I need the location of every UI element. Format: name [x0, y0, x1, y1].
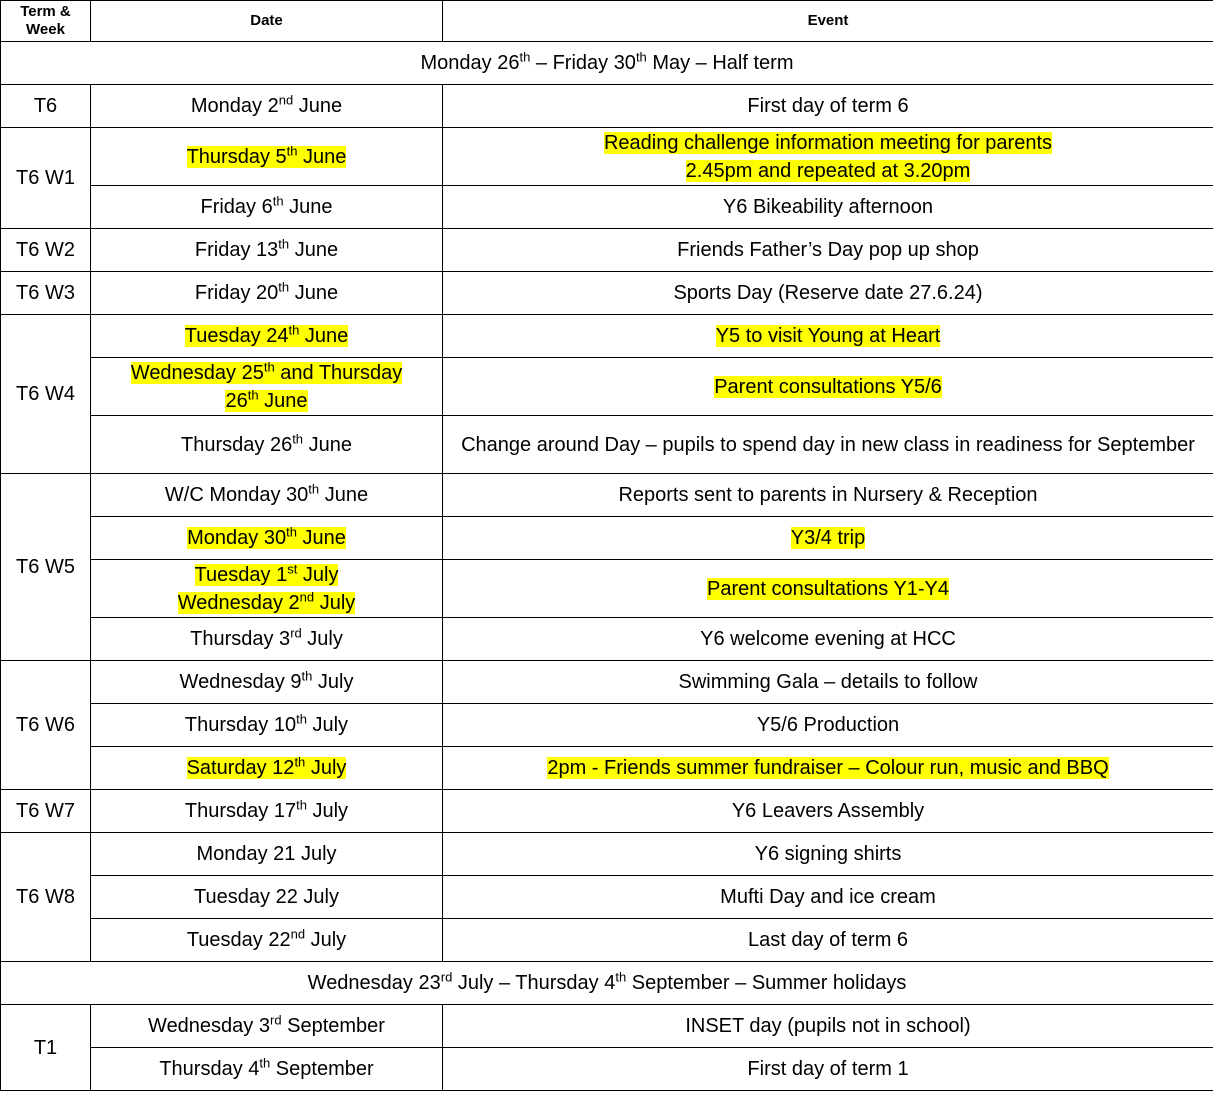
table-row [1, 315, 1213, 358]
event-cell: Parent consultations Y1-Y4 [443, 560, 1213, 618]
table-row [1, 128, 1213, 186]
date-cell: Monday 2nd June [91, 85, 443, 128]
half-term-row [1, 42, 1213, 85]
table-row [1, 704, 1213, 747]
event-cell: Parent consultations Y5/6 [443, 358, 1213, 416]
event-cell: First day of term 1 [443, 1048, 1213, 1091]
header-row [1, 1, 1213, 42]
table-row [1, 833, 1213, 876]
event-cell: Last day of term 6 [443, 919, 1213, 962]
date-cell: Wednesday 3rd September [91, 1005, 443, 1048]
header-date: Date [91, 1, 443, 42]
date-cell: Thursday 17th July [91, 790, 443, 833]
header-event: Event [443, 1, 1213, 42]
table-row [1, 876, 1213, 919]
date-cell: W/C Monday 30th June [91, 474, 443, 517]
event-cell: Change around Day – pupils to spend day in new class in readiness for September [443, 416, 1213, 474]
event-cell: Reports sent to parents in Nursery & Reception [443, 474, 1213, 517]
table-row [1, 416, 1213, 474]
table-row [1, 618, 1213, 661]
date-cell: Tuesday 1st July Wednesday 2nd July [91, 560, 443, 618]
term-cell: T6 W5 [1, 474, 91, 661]
term-cell: T6 W3 [1, 272, 91, 315]
event-cell: Reading challenge information meeting for parents 2.45pm and repeated at 3.20pm [443, 128, 1213, 186]
date-cell: Thursday 5th June [91, 128, 443, 186]
term-cell: T6 W6 [1, 661, 91, 790]
event-cell: Friends Father’s Day pop up shop [443, 229, 1213, 272]
term-cell: T6 W2 [1, 229, 91, 272]
date-cell: Tuesday 24th June [91, 315, 443, 358]
term-cell: T6 W8 [1, 833, 91, 962]
table-row [1, 358, 1213, 416]
date-cell: Thursday 3rd July [91, 618, 443, 661]
summer-holiday-row [1, 962, 1213, 1005]
event-cell: Y5 to visit Young at Heart [443, 315, 1213, 358]
event-cell: Y6 signing shirts [443, 833, 1213, 876]
table-row [1, 919, 1213, 962]
table-row [1, 790, 1213, 833]
date-cell: Tuesday 22nd July [91, 919, 443, 962]
event-cell: Y3/4 trip [443, 517, 1213, 560]
term-cell: T6 [1, 85, 91, 128]
event-cell: Swimming Gala – details to follow [443, 661, 1213, 704]
date-cell: Monday 21 July [91, 833, 443, 876]
table-row [1, 85, 1213, 128]
term-cell: T6 W7 [1, 790, 91, 833]
term-cell: T6 W4 [1, 315, 91, 474]
date-cell: Monday 30th June [91, 517, 443, 560]
term-cell: T1 [1, 1005, 91, 1091]
event-cell: 2pm - Friends summer fundraiser – Colour run, music and BBQ [443, 747, 1213, 790]
summer-holiday-banner: Wednesday 23rd July – Thursday 4th September – Summer holidays [1, 962, 1213, 1005]
header-term-week: Term & Week [1, 1, 91, 42]
date-cell: Friday 6th June [91, 186, 443, 229]
table-row [1, 560, 1213, 618]
event-cell: Y6 Leavers Assembly [443, 790, 1213, 833]
date-cell: Friday 20th June [91, 272, 443, 315]
table-row [1, 272, 1213, 315]
date-cell: Wednesday 25th and Thursday 26th June [91, 358, 443, 416]
event-cell: Sports Day (Reserve date 27.6.24) [443, 272, 1213, 315]
event-cell: Y6 Bikeability afternoon [443, 186, 1213, 229]
table-row [1, 1005, 1213, 1048]
date-cell: Thursday 4th September [91, 1048, 443, 1091]
event-cell: First day of term 6 [443, 85, 1213, 128]
event-cell: Mufti Day and ice cream [443, 876, 1213, 919]
half-term-banner: Monday 26th – Friday 30th May – Half term [1, 42, 1213, 85]
table-row [1, 229, 1213, 272]
event-cell: Y6 welcome evening at HCC [443, 618, 1213, 661]
event-cell: Y5/6 Production [443, 704, 1213, 747]
table-row [1, 661, 1213, 704]
table-row [1, 474, 1213, 517]
date-cell: Tuesday 22 July [91, 876, 443, 919]
term-cell: T6 W1 [1, 128, 91, 229]
table-row [1, 517, 1213, 560]
table-row [1, 1048, 1213, 1091]
date-cell: Friday 13th June [91, 229, 443, 272]
date-cell: Wednesday 9th July [91, 661, 443, 704]
table-row [1, 186, 1213, 229]
table-row [1, 747, 1213, 790]
event-cell: INSET day (pupils not in school) [443, 1005, 1213, 1048]
date-cell: Thursday 10th July [91, 704, 443, 747]
date-cell: Saturday 12th July [91, 747, 443, 790]
date-cell: Thursday 26th June [91, 416, 443, 474]
